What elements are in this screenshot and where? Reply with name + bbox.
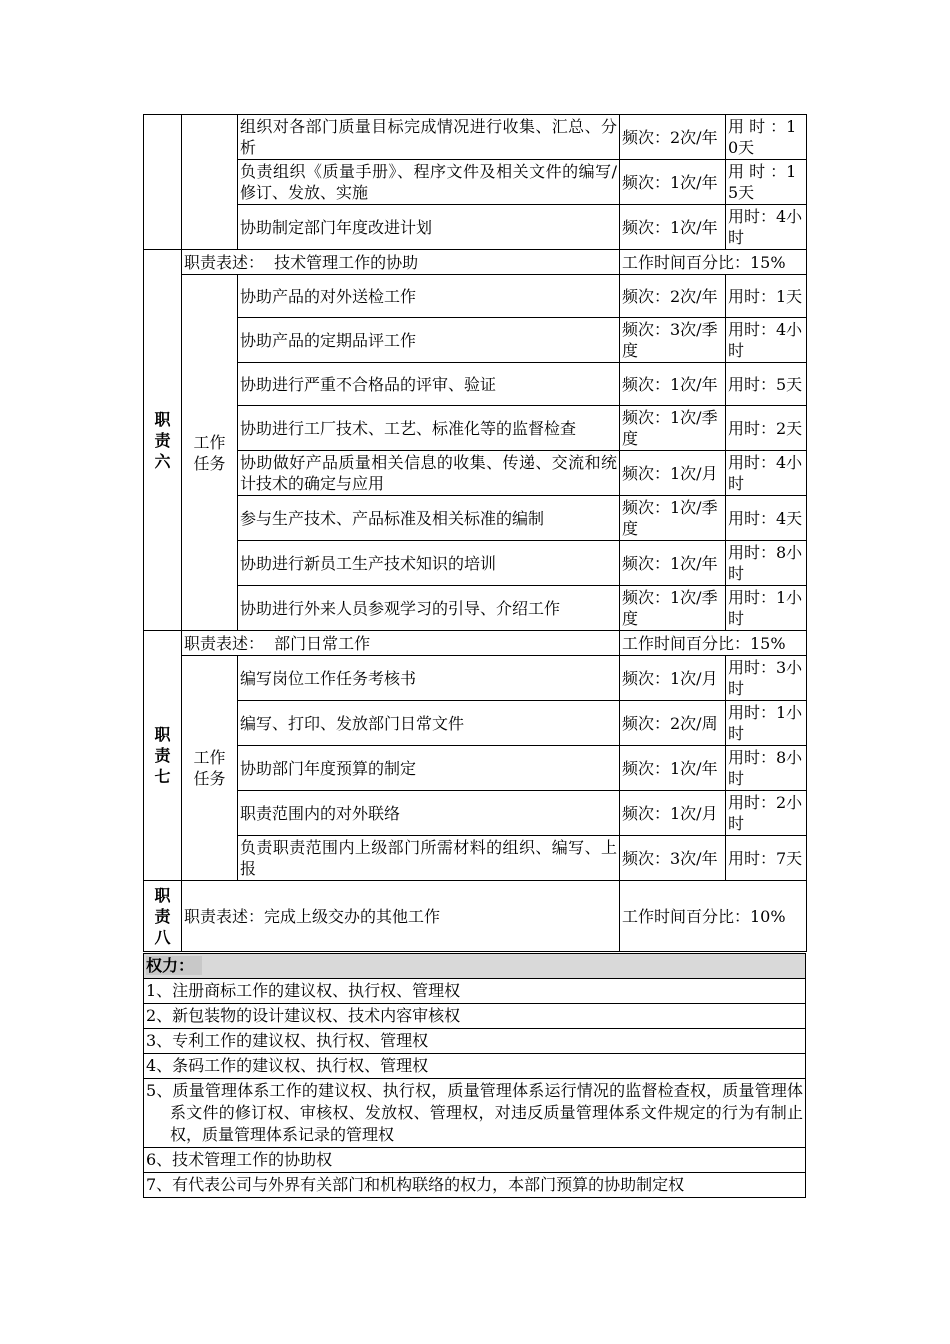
- frequency-cell: 频次：1次/季度: [620, 406, 726, 451]
- task-cell: 协助进行新员工生产技术知识的培训: [238, 541, 620, 586]
- table-row: [144, 541, 807, 586]
- duty7-label: 职 责 七: [144, 631, 182, 881]
- duties-table: [143, 114, 807, 952]
- time-cell: 用时：4小时: [726, 318, 807, 363]
- table-row: [144, 496, 807, 541]
- time-cell: 用时：3小时: [726, 656, 807, 701]
- table-row: [144, 363, 807, 406]
- task-cell: 协助产品的对外送检工作: [238, 275, 620, 318]
- task-cell: 协助做好产品质量相关信息的收集、传递、交流和统计技术的确定与应用: [238, 451, 620, 496]
- duty8-statement: 职责表述：完成上级交办的其他工作: [182, 881, 620, 952]
- power-row: [144, 1054, 806, 1079]
- frequency-cell: 频次：1次/月: [620, 791, 726, 836]
- frequency-cell: 频次：2次/周: [620, 701, 726, 746]
- table-row: [144, 451, 807, 496]
- frequency-cell: 频次：1次/月: [620, 656, 726, 701]
- task-cell: 编写、打印、发放部门日常文件: [238, 701, 620, 746]
- frequency-cell: 频次：1次/月: [620, 451, 726, 496]
- powers-title: 权力：: [146, 956, 202, 975]
- power-item: 5、质量管理体系工作的建议权、执行权，质量管理体系运行情况的监督检查权，质量管理体系文件的修订权、审核权、发放权、管理权，对违反质量管理体系文件规定的行为有制止权，质量管理体系记录的管理权: [144, 1079, 806, 1148]
- table-row: [144, 205, 807, 250]
- table-row: [144, 656, 807, 701]
- time-cell: 用时：1天: [726, 275, 807, 318]
- time-cell: 用 时 ：15天: [726, 160, 807, 205]
- duty8-percent: 工作时间百分比：10%: [620, 881, 807, 952]
- task-cell: 编写岗位工作任务考核书: [238, 656, 620, 701]
- worktask-label-cell: [182, 115, 238, 250]
- power-row: [144, 1004, 806, 1029]
- duty7-percent: 工作时间百分比：15%: [620, 631, 807, 656]
- time-cell: 用时：1小时: [726, 586, 807, 631]
- duty6-statement-row: [144, 250, 807, 275]
- power-item: 7、有代表公司与外界有关部门和机构联络的权力，本部门预算的协助制定权: [144, 1173, 806, 1198]
- task-cell: 负责组织《质量手册》、程序文件及相关文件的编写/修订、发放、实施: [238, 160, 620, 205]
- frequency-cell: 频次：1次/年: [620, 746, 726, 791]
- task-cell: 协助进行严重不合格品的评审、验证: [238, 363, 620, 406]
- duty6-label: 职 责 六: [144, 250, 182, 631]
- duty8-label: 职 责 八: [144, 881, 182, 952]
- duty8-row: [144, 881, 807, 952]
- time-cell: 用时：2小时: [726, 791, 807, 836]
- time-cell: 用时：1小时: [726, 701, 807, 746]
- duty7-statement: 职责表述： 部门日常工作: [182, 631, 620, 656]
- table-row: [144, 115, 807, 160]
- time-cell: 用时：7天: [726, 836, 807, 881]
- power-item: 6、技术管理工作的协助权: [144, 1148, 806, 1173]
- table-row: [144, 701, 807, 746]
- powers-header-row: [144, 954, 806, 979]
- task-cell: 职责范围内的对外联络: [238, 791, 620, 836]
- power-row: [144, 1148, 806, 1173]
- table-row: [144, 160, 807, 205]
- duty6-statement: 职责表述： 技术管理工作的协助: [182, 250, 620, 275]
- power-item: 3、专利工作的建议权、执行权、管理权: [144, 1029, 806, 1054]
- frequency-cell: 频次：3次/季度: [620, 318, 726, 363]
- power-row: [144, 1173, 806, 1198]
- frequency-cell: 频次：1次/年: [620, 160, 726, 205]
- table-row: [144, 275, 807, 318]
- table-row: [144, 318, 807, 363]
- task-cell: 协助进行工厂技术、工艺、标准化等的监督检查: [238, 406, 620, 451]
- time-cell: 用时：4天: [726, 496, 807, 541]
- frequency-cell: 频次：1次/季度: [620, 586, 726, 631]
- time-cell: 用 时 ：10天: [726, 115, 807, 160]
- power-row: [144, 1079, 806, 1148]
- powers-table: [143, 953, 806, 1198]
- time-cell: 用时：4小时: [726, 451, 807, 496]
- frequency-cell: 频次：1次/年: [620, 541, 726, 586]
- power-row: [144, 979, 806, 1004]
- frequency-cell: 频次：1次/年: [620, 205, 726, 250]
- task-cell: 协助部门年度预算的制定: [238, 746, 620, 791]
- time-cell: 用时：8小时: [726, 746, 807, 791]
- time-cell: 用时：4小时: [726, 205, 807, 250]
- task-cell: 参与生产技术、产品标准及相关标准的编制: [238, 496, 620, 541]
- frequency-cell: 频次：3次/年: [620, 836, 726, 881]
- duty7-statement-row: [144, 631, 807, 656]
- document-page: [143, 114, 807, 1198]
- time-cell: 用时：2天: [726, 406, 807, 451]
- frequency-cell: 频次：1次/年: [620, 363, 726, 406]
- power-item: 1、注册商标工作的建议权、执行权、管理权: [144, 979, 806, 1004]
- duty6-worktask-label: 工作任务: [182, 275, 238, 631]
- table-row: [144, 791, 807, 836]
- frequency-cell: 频次：1次/季度: [620, 496, 726, 541]
- task-cell: 协助进行外来人员参观学习的引导、介绍工作: [238, 586, 620, 631]
- power-item: 2、新包装物的设计建议权、技术内容审核权: [144, 1004, 806, 1029]
- duty6-percent: 工作时间百分比：15%: [620, 250, 807, 275]
- table-row: [144, 586, 807, 631]
- time-cell: 用时：5天: [726, 363, 807, 406]
- task-cell: 组织对各部门质量目标完成情况进行收集、汇总、分析: [238, 115, 620, 160]
- table-row: [144, 836, 807, 881]
- time-cell: 用时：8小时: [726, 541, 807, 586]
- task-cell: 协助产品的定期品评工作: [238, 318, 620, 363]
- frequency-cell: 频次：2次/年: [620, 115, 726, 160]
- frequency-cell: 频次：2次/年: [620, 275, 726, 318]
- duty7-worktask-label: 工作任务: [182, 656, 238, 881]
- task-cell: 负责职责范围内上级部门所需材料的组织、编写、上报: [238, 836, 620, 881]
- task-cell: 协助制定部门年度改进计划: [238, 205, 620, 250]
- table-row: [144, 406, 807, 451]
- power-row: [144, 1029, 806, 1054]
- powers-title-cell: [144, 954, 806, 979]
- power-item: 4、条码工作的建议权、执行权、管理权: [144, 1054, 806, 1079]
- duty-label-cell: [144, 115, 182, 250]
- table-row: [144, 746, 807, 791]
